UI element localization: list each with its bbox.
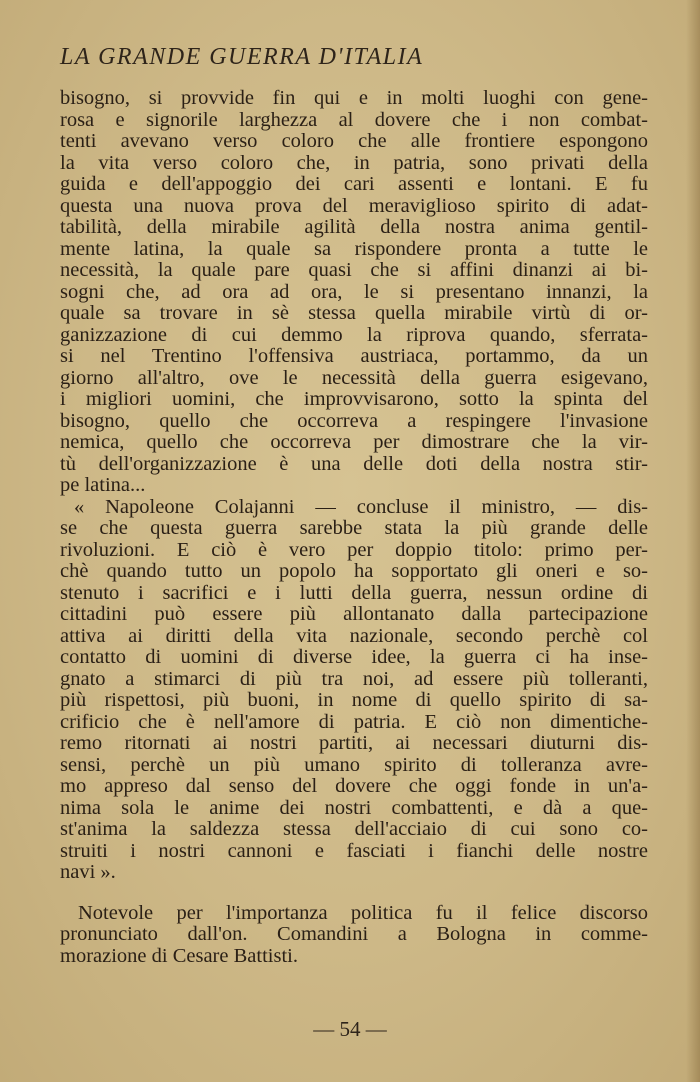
text-line: guida e dell'appoggio dei cari assenti e lontani. E fu bbox=[60, 174, 648, 195]
text-line: attiva ai diritti della vita nazionale, secondo perchè col bbox=[60, 625, 648, 647]
text-line: bisogno, quello che occorreva a respingere l'invasione bbox=[60, 410, 648, 432]
text-line: si nel Trentino l'offensiva austriaca, portammo, da un bbox=[60, 346, 648, 367]
paragraph bbox=[60, 88, 648, 497]
text-line: mo appreso dal senso del dovere che oggi fonde in un'a- bbox=[60, 776, 648, 797]
text-line: bisogno, si provvide fin qui e in molti luoghi con gene- bbox=[60, 88, 648, 109]
text-line: tù dell'organizzazione è una delle doti della nostra stir- bbox=[60, 453, 648, 475]
paragraph bbox=[60, 497, 648, 884]
text-line: la vita verso coloro che, in patria, sono privati della bbox=[60, 152, 648, 174]
paragraph bbox=[60, 903, 648, 968]
text-line: stenuto i sacrifici e i lutti della guerra, nessun ordine di bbox=[60, 582, 648, 604]
text-line: crificio che è nell'amore di patria. E ciò non dimentiche- bbox=[60, 711, 648, 733]
text-line: gnato a stimarci di più tra noi, ad essere più tolleranti, bbox=[60, 668, 648, 690]
text-line: più rispettosi, più buoni, in nome di quello spirito di sa- bbox=[60, 690, 648, 711]
body-text bbox=[60, 88, 648, 967]
text-line: necessità, la quale pare quasi che si affini dinanzi ai bi- bbox=[60, 260, 648, 281]
text-line: giorno all'altro, ove le necessità della guerra esigevano, bbox=[60, 367, 648, 389]
running-head: LA GRANDE GUERRA D'ITALIA bbox=[60, 44, 424, 70]
page-number: — 54 — bbox=[313, 1017, 387, 1041]
text-line: st'anima la saldezza stessa dell'acciaio di cui sono co- bbox=[60, 819, 648, 840]
text-line: nima sola le anime dei nostri combattenti, e dà a que- bbox=[60, 797, 648, 819]
text-line: se che questa guerra sarebbe stata la più grande delle bbox=[60, 518, 648, 539]
text-line: tabilità, della mirabile agilità della nostra anima gentil- bbox=[60, 217, 648, 238]
text-line: i migliori uomini, che improvvisarono, sotto la spinta del bbox=[60, 389, 648, 410]
text-line: rosa e signorile larghezza al dovere che i non combat- bbox=[60, 109, 648, 131]
page-edge-shadow bbox=[686, 0, 700, 1082]
text-line: cittadini può essere più allontanato dalla partecipazione bbox=[60, 604, 648, 625]
text-line: remo ritornati ai nostri partiti, ai necessari diuturni dis- bbox=[60, 733, 648, 754]
text-line: tenti avevano verso coloro che alle frontiere espongono bbox=[60, 131, 648, 152]
paragraph-gap bbox=[60, 884, 648, 903]
text-line: quale sa trovare in sè stessa quella mirabile virtù di or- bbox=[60, 303, 648, 324]
text-line: sogni che, ad ora ad ora, le si presentano innanzi, la bbox=[60, 281, 648, 303]
text-line: contatto di uomini di diverse idee, la guerra ci ha inse- bbox=[60, 647, 648, 668]
text-line: mente latina, la quale sa rispondere pronta a tutte le bbox=[60, 238, 648, 260]
text-line: nemica, quello che occorreva per dimostrare che la vir- bbox=[60, 432, 648, 453]
text-line: chè quando tutto un popolo ha sopportato gli oneri e so- bbox=[60, 561, 648, 582]
text-line: rivoluzioni. E ciò è vero per doppio titolo: primo per- bbox=[60, 539, 648, 561]
text-line: struiti i nostri cannoni e fasciati i fianchi delle nostre bbox=[60, 840, 648, 862]
text-line: navi ». bbox=[60, 862, 116, 883]
text-line: pronunciato dall'on. Comandini a Bologna in comme- bbox=[60, 924, 648, 945]
text-line: sensi, perchè un più umano spirito di tolleranza avre- bbox=[60, 754, 648, 776]
text-line: morazione di Cesare Battisti. bbox=[60, 945, 298, 967]
text-line: Notevole per l'importanza politica fu il felice discorso bbox=[78, 902, 648, 924]
text-line: ganizzazione di cui demmo la riprova quando, sferrata- bbox=[60, 324, 648, 346]
text-line: pe latina... bbox=[60, 475, 146, 496]
text-line: questa una nuova prova del meraviglioso spirito di adat- bbox=[60, 195, 648, 217]
text-line: « Napoleone Colajanni — concluse il ministro, — dis- bbox=[74, 496, 648, 518]
